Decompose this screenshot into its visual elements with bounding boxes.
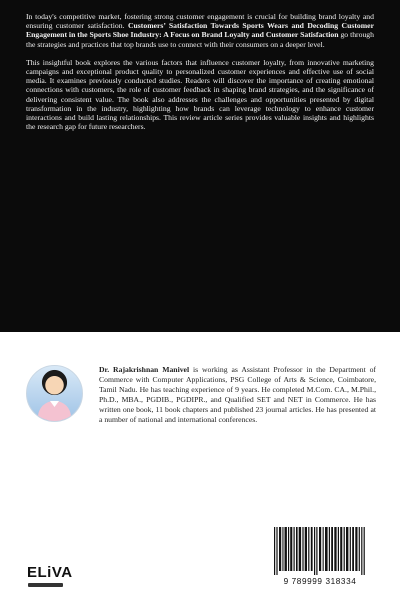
- author-bio-text: is working as Assistant Professor in the Department of Commerce with Computer Applications, PSG College of Arts & Science, Coimbatore, Tamil Nadu. He has teaching experience of 9 years. He completed M.Com. CA., M.Phil., Ph.D., MBA., PGDIB., PGDIPR., and Qualified SET and NET in Commerce. He has written one book, 11 book chapters and published 23 journal articles. He has presented at a number of national and international conferences.: [99, 365, 376, 424]
- author-bio: [99, 365, 376, 425]
- isbn-number: 9 789999 318334: [283, 577, 357, 586]
- synopsis-tail: go through the strategies and practices that top brands use to connect with their consumers on a deeper level.: [26, 30, 374, 49]
- synopsis-text-block: [26, 12, 374, 131]
- synopsis-paragraph-1: [26, 12, 374, 49]
- publisher-logo-bar: [28, 583, 63, 587]
- synopsis-intro: In today's competitive market, fostering strong customer engagement is crucial for building brand loyalty and ensuring customer satisfaction.: [26, 12, 374, 31]
- publisher-logo: [27, 564, 73, 593]
- book-title: Customers’ Satisfaction Towards Sports Wears and Decoding Customer Engagement in the Sports Shoe Industry: A Focus on Brand Loyalty and Customer Satisfaction: [26, 21, 375, 40]
- publisher-logo-text: ELiVA: [27, 564, 73, 581]
- barcode-bars: [274, 527, 366, 575]
- author-name: Dr. Rajakrishnan Manivel: [99, 365, 190, 374]
- synopsis-paragraph-2: This insightful book explores the various factors that influence customer loyalty, from innovative marketing campaigns and exceptional product quality to personalized customer experiences and effective use of social media. It examines previously conducted studies. Readers will discover the importance of creating emotional connections with customers, the role of customer feedback in shaping brand strategies, and the significance of delivering consistent value. The book also addresses the challenges and opportunities presented by digital transformation in the industry, highlighting how brands can leverage technology to enhance customer interactions and build lasting relationships. This review article series provides valuable insights and highlights the research gap for future researchers.: [26, 57, 374, 132]
- author-photo: [26, 365, 83, 422]
- isbn-barcode: [270, 523, 370, 591]
